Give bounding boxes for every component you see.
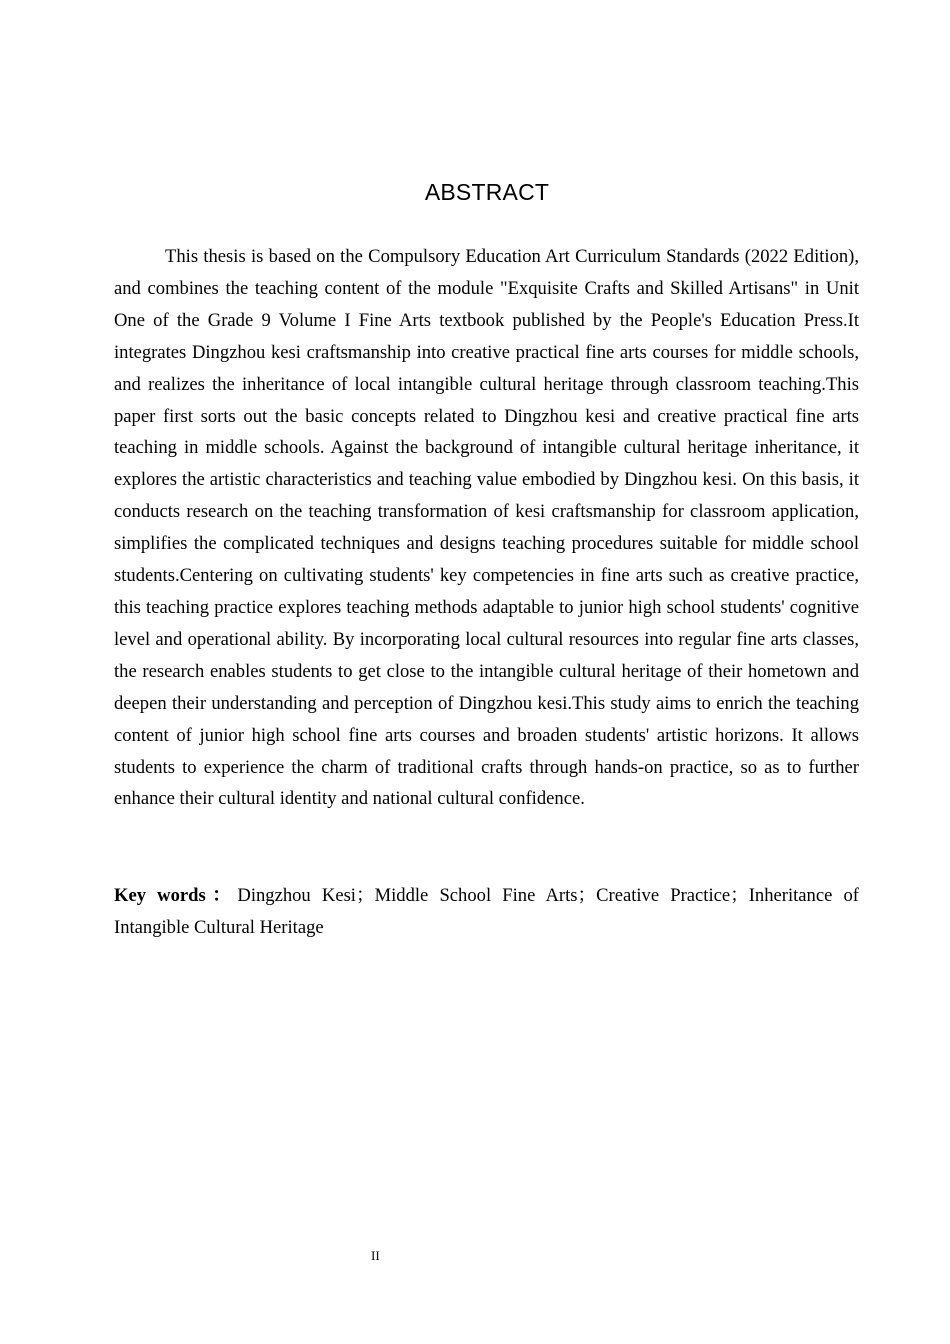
keywords-list: Dingzhou Kesi；Middle School Fine Arts；Creative Practice；Inheritance of Intangible Cultural Heritage (114, 885, 859, 938)
abstract-body: This thesis is based on the Compulsory Education Art Curriculum Standards (2022 Edition), and combines the teaching content of the module "Exquisite Crafts and Skilled Artisans" in Unit One of the Grade 9 Volume I Fine Arts textbook published by the People's Education Press.It integrates Dingzhou kesi craftsmanship into creative practical fine arts courses for middle schools, and realizes the inheritance of local intangible cultural heritage through classroom teaching.This paper first sorts out the basic concepts related to Dingzhou kesi and creative practical fine arts teaching in middle schools. Against the background of intangible cultural heritage inheritance, it explores the artistic characteristics and teaching value embodied by Dingzhou kesi. On this basis, it conducts research on the teaching transformation of kesi craftsmanship for classroom application, simplifies the complicated techniques and designs teaching procedures suitable for middle school students.Centering on cultivating students' key competencies in fine arts such as creative practice, this teaching practice explores teaching methods adaptable to junior high school students' cognitive level and operational ability. By incorporating local cultural resources into regular fine arts classes, the research enables students to get close to the intangible cultural heritage of their hometown and deepen their understanding and perception of Dingzhou kesi.This study aims to enrich the teaching content of junior high school fine arts courses and broaden students' artistic horizons. It allows students to experience the charm of traditional crafts through hands-on practice, so as to further enhance their cultural identity and national cultural confidence. (114, 246, 859, 810)
keywords-label: Key words： (114, 885, 238, 906)
page-number: II (371, 1248, 380, 1263)
abstract-title: ABSTRACT (424, 179, 550, 205)
keywords-line (114, 880, 859, 944)
